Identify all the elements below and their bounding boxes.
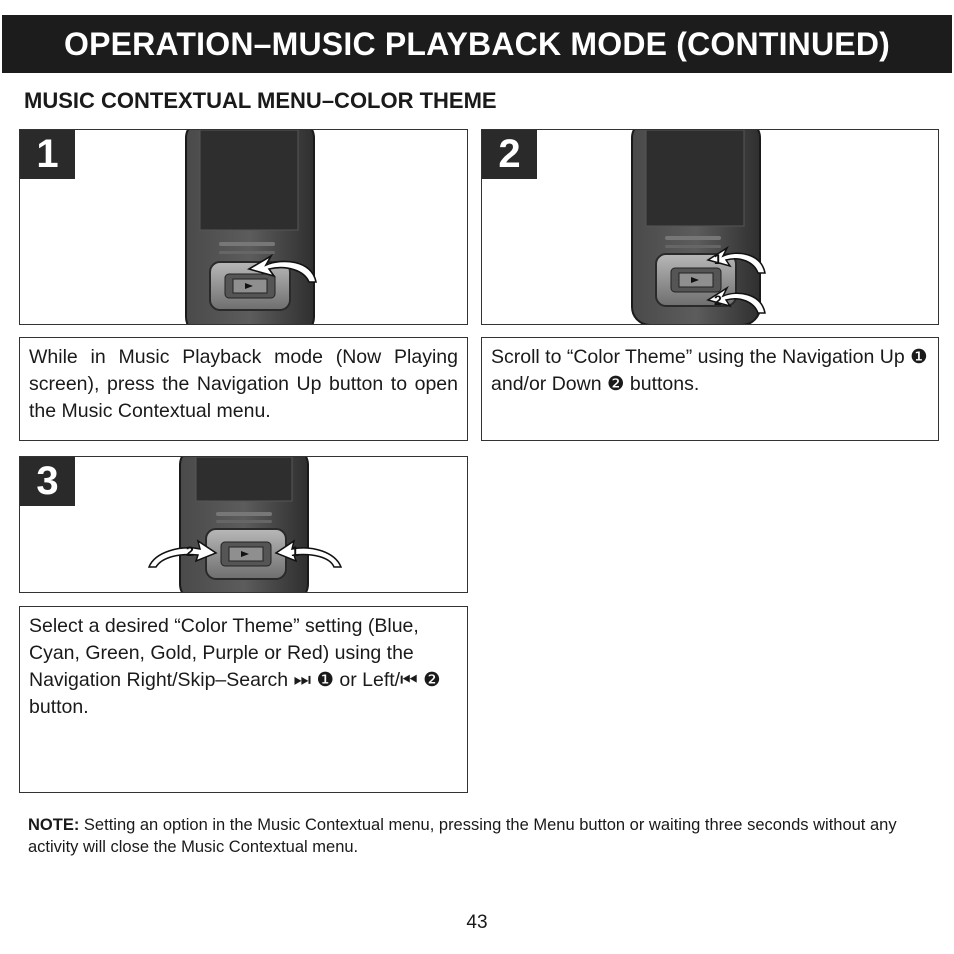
device-illustration-step-2 <box>482 130 939 325</box>
arrow-label-left: 2 <box>186 543 194 559</box>
step-2-text-mid: and/or Down <box>491 373 607 395</box>
step-number-badge: 2 <box>482 130 537 179</box>
step-3-image-panel <box>19 456 468 593</box>
marker-right-icon: ❶ <box>316 669 334 691</box>
arrow-label-up: 1 <box>714 251 722 267</box>
marker-down-icon: ❷ <box>606 373 625 395</box>
note-paragraph <box>28 814 938 858</box>
marker-up-icon: ❶ <box>910 346 928 368</box>
skip-back-icon: ⏮ <box>400 669 418 691</box>
step-3-text-mid: or Left/ <box>333 669 401 691</box>
step-2-text-after: buttons. <box>624 373 700 395</box>
device-illustration-step-3 <box>20 457 468 593</box>
step-2-image-panel <box>481 129 939 325</box>
step-3-text-before: Select a desired “Color Theme” setting (Blue, Cyan, Green, Gold, Purple or Red) using the Navigation Right/Skip–Search <box>29 615 419 691</box>
header-bar <box>2 15 952 73</box>
note-label: NOTE: <box>28 816 80 834</box>
arrow-label-right: 1 <box>291 543 299 559</box>
device-illustration-step-1 <box>20 130 468 325</box>
marker-left-icon: ❷ <box>423 669 441 691</box>
step-1-text-box <box>19 337 468 441</box>
arrow-label-down: 2 <box>714 292 722 308</box>
page-number: 43 <box>466 912 488 933</box>
step-1-image-panel <box>19 129 468 325</box>
step-3-text-after: button. <box>29 696 89 718</box>
step-2-text-before: Scroll to “Color Theme” using the Navigation Up <box>491 346 911 368</box>
step-1-instructions: While in Music Playback mode (Now Playing screen), press the Navigation Up button to open the Music Contextual menu. <box>29 346 458 422</box>
skip-forward-icon: ⏭ <box>293 669 312 691</box>
page-title: OPERATION–MUSIC PLAYBACK MODE (CONTINUED) <box>63 25 890 62</box>
section-title: MUSIC CONTEXTUAL MENU–COLOR THEME <box>24 88 497 113</box>
step-number-badge: 3 <box>20 457 75 506</box>
step-3-text-box <box>19 606 468 793</box>
note-text: Setting an option in the Music Contextual menu, pressing the Menu button or waiting three seconds without any activity will close the Music Contextual menu. <box>28 816 897 856</box>
step-2-text-box <box>481 337 939 441</box>
step-number-badge: 1 <box>20 130 75 179</box>
